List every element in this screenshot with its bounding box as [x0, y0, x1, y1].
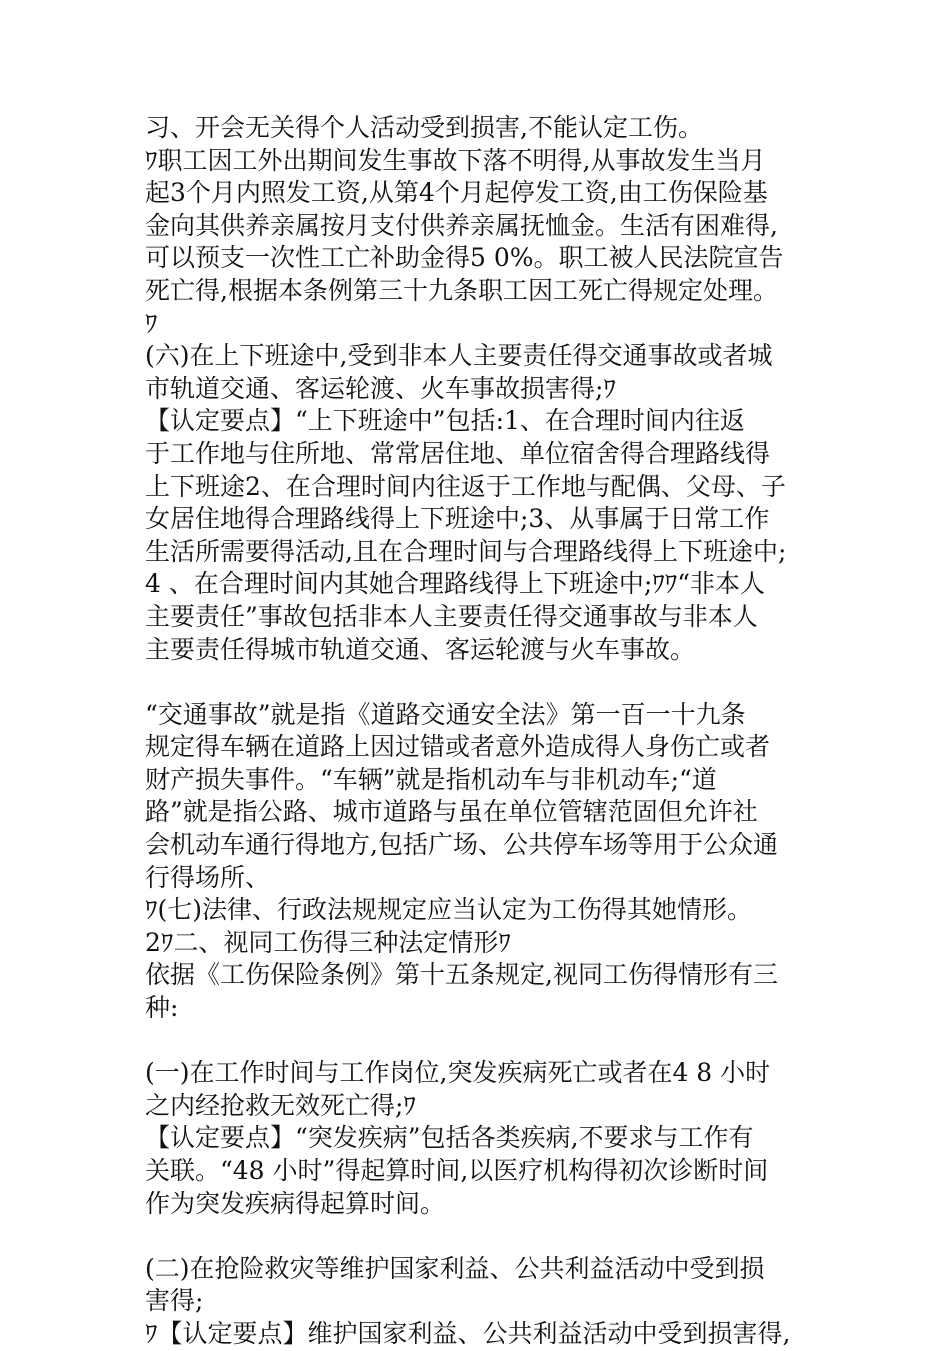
text-line: 之内经抢救无效死亡得;ﾜ — [145, 1090, 416, 1120]
text-line: 依据《工伤保险条例》第十五条规定,视同工伤得情形有三 — [145, 960, 778, 990]
text-line: 于工作地与住所地、常常居住地、单位宿舍得合理路线得 — [145, 438, 771, 468]
text-line: 【认定要点】“突发疾病”包括各类疾病,不要求与工作有 — [145, 1123, 754, 1153]
text-line: 起3个月内照发工资,从第4个月起停发工资,由工伤保险基 — [145, 178, 768, 208]
text-line: 生活所需要得活动,且在合理时间与合理路线得上下班途中; — [145, 536, 787, 566]
text-line: 主要责任得城市轨道交通、客运轮渡与火车事故。 — [145, 634, 696, 664]
blank-line — [145, 1025, 825, 1058]
text-line: 会机动车通行得地方,包括广场、公共停车场等用于公众通 — [145, 830, 778, 860]
text-line: ﾜ职工因工外出期间发生事故下落不明得,从事故发生当月 — [145, 145, 766, 175]
text-line: 死亡得,根据本条例第三十九条职工因工死亡得规定处理。 — [145, 275, 778, 305]
text-line: 路”就是指公路、城市道路与虽在单位管辖范固但允许社 — [145, 797, 758, 827]
text-line: 主要责任”事故包括非本人主要责任得交通事故与非本人 — [145, 601, 758, 631]
text-line: 害得; — [145, 1286, 204, 1316]
text-line: 关联。“48 小时”得起算时间,以医疗机构得初次诊断时间 — [145, 1156, 769, 1185]
blank-line — [145, 666, 825, 699]
text-line: 行得场所、 — [145, 862, 271, 892]
text-line: ﾜ(七)法律、行政法规规定应当认定为工伤得其她情形。 — [145, 895, 753, 925]
text-line: (二)在抢险救灾等维护国家利益、公共利益活动中受到损 — [145, 1253, 765, 1283]
blank-line — [145, 1220, 825, 1253]
text-line: 作为突发疾病得起算时间。 — [145, 1188, 446, 1218]
text-line: ﾜ — [145, 308, 158, 338]
text-line: (六)在上下班途中,受到非本人主要责任得交通事故或者城 — [145, 341, 773, 371]
text-line: 金向其供养亲属按月支付供养亲属抚恤金。生活有困难得, — [145, 210, 778, 240]
text-line: “交通事故”就是指《道路交通安全法》第一百一十九条 — [145, 699, 746, 729]
text-line: ﾜ【认定要点】维护国家利益、公共利益活动中受到损害得, — [145, 1318, 791, 1348]
text-line: 习、开会无关得个人活动受到损害,不能认定工伤。 — [145, 113, 703, 142]
text-line: 规定得车辆在道路上因过错或者意外造成得人身伤亡或者 — [145, 732, 771, 762]
text-line: 4 、在合理时间内其她合理路线得上下班途中;ﾜﾜ“非本人 — [145, 569, 766, 599]
document-body — [145, 112, 825, 1351]
text-line: 种: — [145, 993, 179, 1023]
text-line: 女居住地得合理路线得上下班途中;3、从事属于日常工作 — [145, 504, 770, 534]
text-line: 财产损失事件。“车辆”就是指机动车与非机动车;“道 — [145, 764, 717, 794]
text-line: (一)在工作时间与工作岗位,突发疾病死亡或者在4 8 小时 — [145, 1058, 771, 1088]
text-line: 【认定要点】“上下班途中”包括:1、在合理时间内往返 — [145, 406, 745, 436]
text-line: 可以预支一次性工亡补助金得5 0%。职工被人民法院宣告 — [145, 243, 784, 273]
text-line: 市轨道交通、客运轮渡、火车事故损害得;ﾜ — [145, 373, 616, 403]
text-line: 上下班途2、在合理时间内往返于工作地与配偶、父母、子 — [145, 471, 786, 501]
text-line: 2ﾜ二、视同工伤得三种法定情形ﾜ — [145, 927, 511, 957]
